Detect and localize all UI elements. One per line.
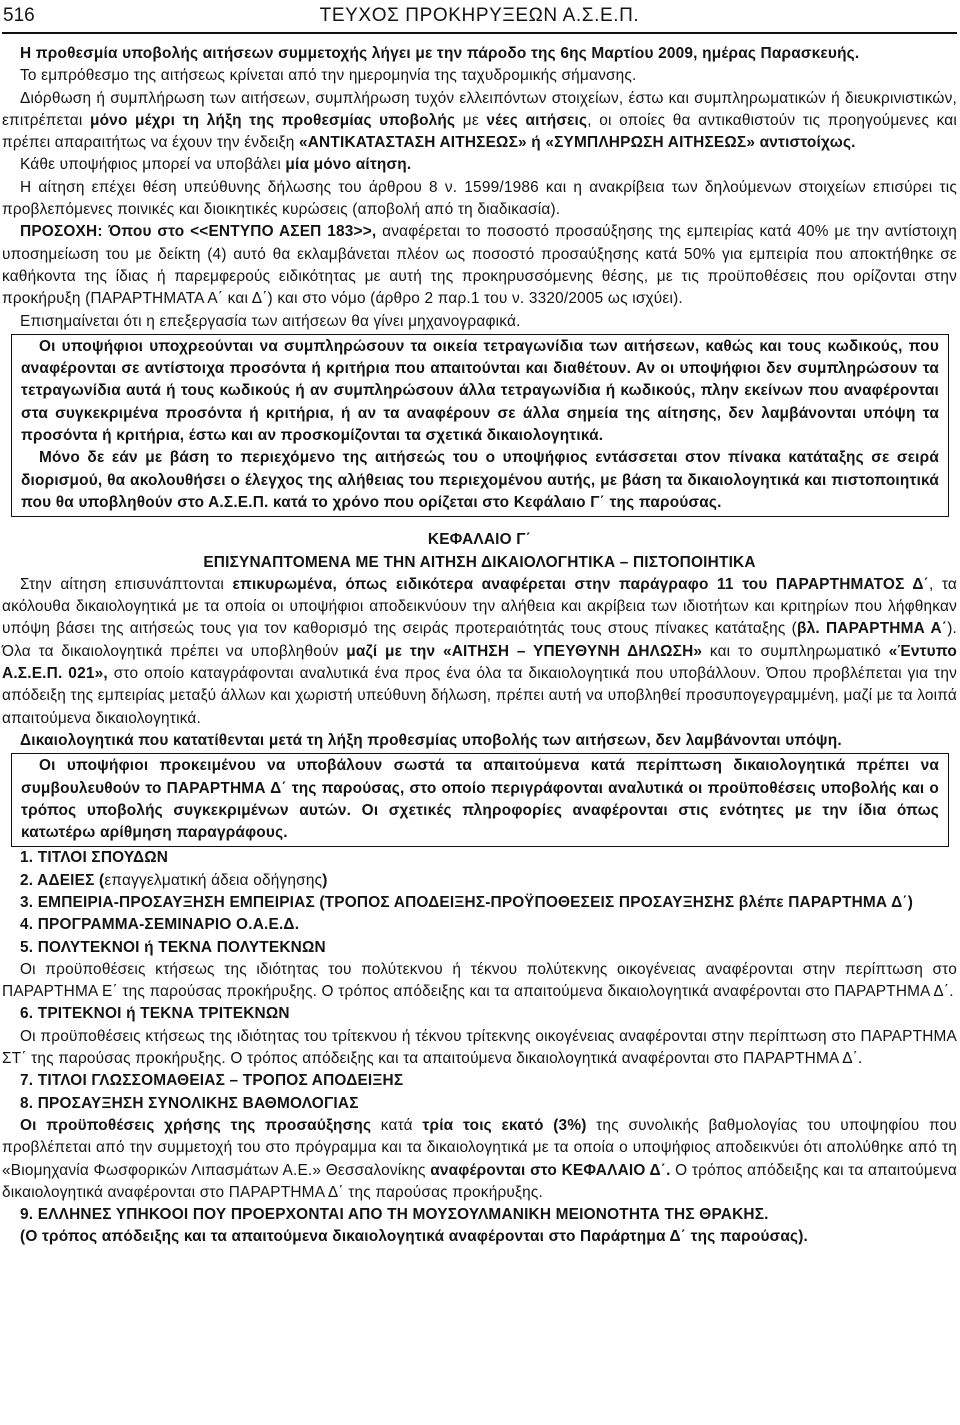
list-item <box>2 847 957 869</box>
text-run: Στην αίτηση επισυνάπτονται <box>20 575 233 593</box>
paragraph <box>2 221 957 310</box>
list-item-description <box>2 959 957 1004</box>
supporting-documents-list <box>2 847 957 1248</box>
emphasis-text: Μόνο δε εάν με βάση το περιεχόμενο της αιτήσεώς του ο υποψήφιος εντάσσεται στον πίνακα κατάταξης σε σειρά διορισμού, θα ακολουθήσει ο έλεγχος της αλήθειας του περιεχομένου αυτής, με βάση τα δικαιολογητικά και πιστοποιητικά που θα υποβληθούν στο Α.Σ.Ε.Π. κατά το χρόνο που ορίζεται στο Κεφάλαιο Γ΄ της παρούσας. <box>21 449 939 511</box>
emphasis-text: (Ο τρόπος απόδειξης και τα απαιτούμενα δικαιολογητικά αναφέρονται στο Παράρτημα Δ΄ της παρούσας). <box>20 1228 809 1246</box>
list-item-title <box>2 892 957 914</box>
document-body <box>2 34 957 1249</box>
list-item-description <box>2 1026 957 1071</box>
emphasis-text: μία μόνο αίτηση. <box>285 156 412 174</box>
text-run: ). Όλα τα δικαιολογητικά πρέπει να υποβληθούν <box>2 620 957 660</box>
text-run: κατά <box>371 1116 423 1134</box>
page-header <box>2 0 957 34</box>
emphasis-text: μόνο μέχρι τη λήξη της προθεσμίας υποβολής <box>89 111 456 129</box>
emphasis-text: Δικαιολογητικά που κατατίθενται μετά τη λήξη προθεσμίας υποβολής των αιτήσεων, δεν λαμβάνονται υπόψη. <box>20 731 842 749</box>
notice-paragraph <box>21 447 939 514</box>
list-item <box>2 1204 957 1249</box>
list-item <box>2 937 957 1004</box>
text-run: Η αίτηση επέχει θέση υπεύθυνης δήλωσης του άρθρου 8 ν. 1599/1986 και η ανακρίβεια των δηλούμενων στοιχείων επισύρει τις προβλεπόμενες ποινικές και διοικητικές κυρώσεις (αποβολή από τη διαδικασία). <box>2 178 957 219</box>
notice-box <box>11 753 949 847</box>
notice-box <box>11 334 949 517</box>
list-item-title <box>2 937 957 959</box>
page-number: 516 <box>3 5 35 26</box>
emphasis-text: 1. ΤΙΤΛΟΙ ΣΠΟΥΔΩΝ <box>20 849 169 867</box>
text-run: Οι προϋποθέσεις κτήσεως της ιδιότητας του τρίτεκνου ή τέκνου τρίτεκνης οικογένειας αναφέρονται στην περίπτωση στο ΠΑΡΑΡΤΗΜΑ ΣΤ΄ της παρούσας προκήρυξης. Ο τρόπος απόδειξης και τα απαιτούμενα δικαιολογητικά αναφέρονται στο ΠΑΡΑΡΤΗΜΑ Δ΄. <box>2 1027 957 1068</box>
text-run: με <box>455 111 487 129</box>
emphasis-text: ΠΡΟΣΟΧΗ: Όπου στο <<ΕΝΤΥΠΟ ΑΣΕΠ 183>>, <box>20 223 377 241</box>
paragraph <box>2 177 957 222</box>
text-run: Κάθε υποψήφιος μπορεί να υποβάλει <box>20 156 286 174</box>
emphasis-text: Οι προϋποθέσεις χρήσης της προσαύξησης <box>20 1116 372 1134</box>
emphasis-text: βλ. ΠΑΡΑΡΤΗΜΑ Α΄ <box>796 620 948 638</box>
chapter-number: ΚΕΦΑΛΑΙΟ Γ΄ <box>427 531 532 549</box>
list-item <box>2 1070 957 1092</box>
paragraph <box>2 574 957 730</box>
text-run: Οι προϋποθέσεις κτήσεως της ιδιότητας του πολύτεκνου ή τέκνου πολύτεκνης οικογένειας αναφέρονται στην περίπτωση στο ΠΑΡΑΡΤΗΜΑ Ε΄ της παρούσας προκήρυξης. Ο τρόπος απόδειξης και τα απαιτούμενα δικαιολογητικά αναφέρονται στο ΠΑΡΑΡΤΗΜΑ Δ΄. <box>2 960 957 1001</box>
text-run: Ο τρόπος απόδειξης και τα απαιτούμενα δικαιολογητικά αναφέρονται στο ΠΑΡΑΡΤΗΜΑ Δ΄ της παρούσας προκήρυξης. <box>2 1161 957 1201</box>
text-run: και το συμπληρωματικό <box>702 642 889 660</box>
chapter-body <box>2 574 957 752</box>
list-item <box>2 1093 957 1204</box>
emphasis-text: επικυρωμένα, όπως ειδικότερα αναφέρεται στην παράγραφο 11 του ΠΑΡΑΡΤΗΜΑΤΟΣ Δ΄ <box>232 575 929 593</box>
list-item-description <box>2 1115 957 1204</box>
list-item-description <box>2 1226 957 1248</box>
intro-section <box>2 43 957 333</box>
emphasis-text: 8. ΠΡΟΣΑΥΞΗΣΗ ΣΥΝΟΛΙΚΗΣ ΒΑΘΜΟΛΟΓΙΑΣ <box>20 1094 359 1112</box>
emphasis-text: Οι υποψήφιοι προκειμένου να υποβάλουν σωστά τα απαιτούμενα κατά περίπτωση δικαιολογητικά πρέπει να συμβουλευθούν το ΠΑΡΑΡΤΗΜΑ Δ΄ της παρούσας, στο οποίο περιγράφονται αναλυτικά οι προϋποθέσεις υποβολής και ο τρόπος υποβολής συγκεκριμένων αυτών. Οι σχετικές πληροφορίες αναφέρονται στις ενότητες με την ίδια όπως κατωτέρω αρίθμηση παραγράφους. <box>21 757 939 842</box>
emphasis-text: τρία τοις εκατό (3%) <box>422 1116 587 1134</box>
emphasis-text: 7. ΤΙΤΛΟΙ ΓΛΩΣΣΟΜΑΘΕΙΑΣ – ΤΡΟΠΟΣ ΑΠΟΔΕΙΞΗΣ <box>20 1072 404 1090</box>
text-run: στο οποίο καταγράφονται αναλυτικά ένα προς ένα όλα τα δικαιολογητικά που υποβάλλουν. Όπου προβλέπεται για την απόδειξη της εμπειρίας μεταξύ άλλων και χωριστή υπεύθυνη δήλωση, πρέπει αυτή να υποβληθεί προσυπογεγραμμένη, μαζί με τα λοιπά απαιτούμενα δικαιολογητικά. <box>2 665 957 727</box>
text-run: , τα ακόλουθα δικαιολογητικά με τα οποία οι υποψήφιοι αποδεικνύουν την αλήθεια και ακρίβεια των ιδιοτήτων και κριτηρίων που λήφθηκαν υπόψη βάσει της αιτήσεώς τους για τον καθορισμό της σειράς προτεραιότητάς τους στους πίνακες κατάταξης ( <box>2 575 957 638</box>
list-item-title <box>2 1093 957 1115</box>
emphasis-text: 4. ΠΡΟΓΡΑΜΜΑ-ΣΕΜΙΝΑΡΙΟ Ο.Α.Ε.Δ. <box>20 916 300 934</box>
notice-paragraph <box>21 336 939 447</box>
list-item-title <box>2 847 957 869</box>
emphasis-text: 9. ΕΛΛΗΝΕΣ ΥΠΗΚΟΟΙ ΠΟΥ ΠΡΟΕΡΧΟΝΤΑΙ ΑΠΟ ΤΗ ΜΟΥΣΟΥΛΜΑΝΙΚΗ ΜΕΙΟΝΟΤΗΤΑ ΤΗΣ ΘΡΑΚΗΣ. <box>20 1206 769 1224</box>
emphasis-text: 5. ΠΟΛΥΤΕΚΝΟΙ ή ΤΕΚΝΑ ΠΟΛΥΤΕΚΝΩΝ <box>20 938 326 956</box>
paragraph <box>2 88 957 155</box>
emphasis-text: «ΑΝΤΙΚΑΤΑΣΤΑΣΗ ΑΙΤΗΣΕΩΣ» ή «ΣΥΜΠΛΗΡΩΣΗ ΑΙΤΗΣΕΩΣ» αντιστοίχως. <box>298 134 856 152</box>
list-item-title <box>2 1070 957 1092</box>
journal-title: ΤΕΥΧΟΣ ΠΡΟΚΗΡΥΞΕΩΝ Α.Σ.Ε.Π. <box>319 5 640 26</box>
paragraph <box>2 65 957 87</box>
text-run: της συνολικής βαθμολογίας του υποψηφίου που προβλέπεται από την συμμετοχή του στο πρόγραμμα και τα δικαιολογητικά με τα οποία ο υποψήφιος αποδεικνύει ότι απολύθηκε από τη «Βιομηχανία Φωσφορικών Λιπασμάτων Α.Ε.» Θεσσαλονίκης <box>2 1116 957 1179</box>
paragraph <box>2 154 957 176</box>
emphasis-text: Οι υποψήφιοι υποχρεούνται να συμπληρώσουν τα οικεία τετραγωνίδια των αιτήσεων, καθώς και τους κωδικούς, που αναφέρονται σε αντίστοιχα προσόντα ή κριτήρια που απαιτούνται και διαθέτουν. Αν οι υποψήφιοι δεν συμπληρώσουν τα τετραγωνίδια αυτά ή τους κωδικούς ή αν συμπληρώσουν άλλα τετραγωνίδια ή κωδικούς, πλην εκείνων που αναφέρονται στα συγκεκριμένα προσόντα ή κριτήρια, ή αν τα αναφέρουν σε άλλα σημεία της αίτησης, δεν λαμβάνονται υπόψη τα προσόντα ή κριτήρια, έστω και αν προσκομίζονται τα σχετικά δικαιολογητικά. <box>21 337 939 445</box>
chapter-title: ΕΠΙΣΥΝΑΠΤΟΜΕΝΑ ΜΕ ΤΗΝ ΑΙΤΗΣΗ ΔΙΚΑΙΟΛΟΓΗΤΙΚΑ – ΠΙΣΤΟΠΟΙΗΤΙΚΑ <box>203 553 756 571</box>
list-item <box>2 892 957 914</box>
list-item-title <box>2 1204 957 1226</box>
list-item-title <box>2 870 957 892</box>
list-item <box>2 1003 957 1070</box>
text-run: Το εμπρόθεσμο της αιτήσεως κρίνεται από την ημερομηνία της ταχυδρομικής σήμανσης. <box>20 67 637 85</box>
emphasis-text: 2. ΑΔΕΙΕΣ ( <box>20 871 105 889</box>
paragraph <box>2 311 957 333</box>
chapter-heading <box>2 529 957 574</box>
text-run: Διόρθωση ή συμπλήρωση των αιτήσεων, συμπλήρωση τυχόν ελλειπόντων στοιχείων, έστω και συμπληρωματικών ή διευκρινιστικών, επιτρέπεται <box>2 89 957 129</box>
notice-paragraph <box>21 755 939 844</box>
text-run: Επισημαίνεται ότι η επεξεργασία των αιτήσεων θα γίνει μηχανογραφικά. <box>20 312 521 330</box>
emphasis-text: αναφέρονται στο ΚΕΦΑΛΑΙΟ Δ΄. <box>430 1161 671 1179</box>
list-item <box>2 870 957 892</box>
emphasis-text: Η προθεσμία υποβολής αιτήσεων συμμετοχής λήγει με την πάροδο της 6ης Μαρτίου 2009, ημέρας Παρασκευής. <box>20 45 860 62</box>
list-item <box>2 914 957 936</box>
paragraph <box>2 43 957 65</box>
emphasis-text: 3. ΕΜΠΕΙΡΙΑ-ΠΡΟΣΑΥΞΗΣΗ ΕΜΠΕΙΡΙΑΣ (ΤΡΟΠΟΣ ΑΠΟΔΕΙΞΗΣ-ΠΡΟΫΠΟΘΕΣΕΙΣ ΠΡΟΣΑΥΞΗΣΗΣ βλέπε ΠΑΡΑΡΤΗΜΑ Δ΄) <box>20 893 914 911</box>
emphasis-text: μαζί με την «ΑΙΤΗΣΗ – ΥΠΕΥΘΥΝΗ ΔΗΛΩΣΗ» <box>346 642 703 660</box>
list-item-title <box>2 914 957 936</box>
text-run: , οι οποίες θα αντικαθιστούν τις προηγούμενες και πρέπει απαραιτήτως να έχουν την ένδειξη <box>2 111 957 152</box>
text-run: αναφέρεται το ποσοστό προσαύξησης της εμπειρίας κατά 40% με την αντίστοιχη υποσημείωση του με δείκτη (4) αυτό θα εκλαμβάνεται πλέον ως ποσοστό προσαύξησης κατά 50% για εμπειρία που αποκτήθηκε σε καθήκοντα της ίδιας ή παρεμφερούς ειδικότητας με αυτή της προκηρυσσόμενης θέσης, με τις προϋποθέσεις που ορίζονται στην προκήρυξη (ΠΑΡΑΡΤΗΜΑΤΑ Α΄ και Δ΄) και στο νόμο (άρθρο 2 παρ.1 του ν. 3320/2005 ως ισχύει). <box>2 223 957 308</box>
emphasis-text: νέες αιτήσεις <box>486 111 588 129</box>
emphasis-text: 6. ΤΡΙΤΕΚΝΟΙ ή ΤΕΚΝΑ ΤΡΙΤΕΚΝΩΝ <box>20 1005 290 1023</box>
emphasis-text: ) <box>322 871 328 889</box>
paragraph <box>2 730 957 752</box>
list-item-title <box>2 1003 957 1025</box>
emphasis-text: «Έντυπο Α.Σ.Ε.Π. 021», <box>2 642 957 683</box>
text-run: επαγγελματική άδεια οδήγησης <box>104 871 323 889</box>
